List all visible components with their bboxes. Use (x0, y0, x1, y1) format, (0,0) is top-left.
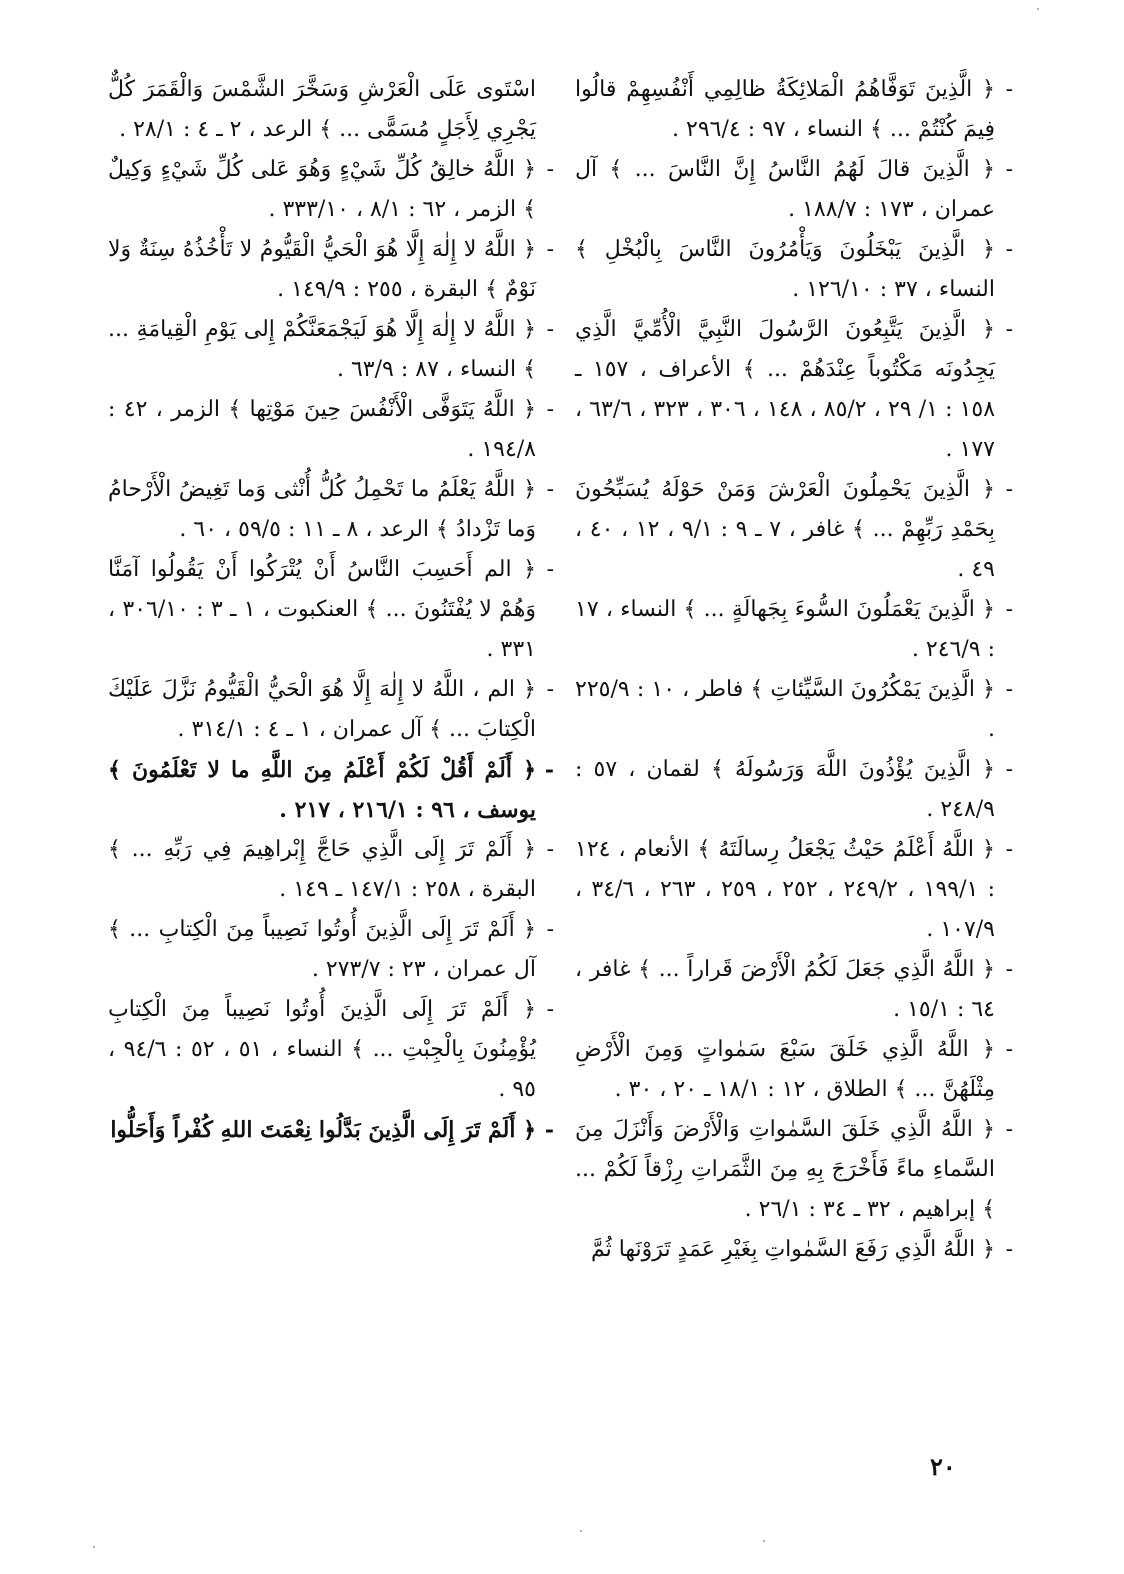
entry-dash: - (544, 757, 554, 783)
entry-dash: - (1005, 1237, 1013, 1262)
entry-text: ﴿ الَّذِينَ يَعْمَلُونَ السُّوءَ بِجَهالَةٍ ... ﴾ النساء ، ١٧ : ٢٤٦/٩ . (575, 597, 995, 662)
entry-text: ﴿ اللَّهُ خالِقُ كُلِّ شَيْءٍ وَهُوَ عَلى كُلِّ شَيْءٍ وَكِيلٌ ﴾ الزمر ، ٦٢ : ٨/١ ، ٣٣٣/١٠ . (108, 157, 536, 222)
index-entry (575, 750, 1013, 830)
index-entry (108, 670, 554, 750)
index-entry (108, 990, 554, 1110)
index-entry (575, 590, 1013, 670)
index-entry (575, 310, 1013, 470)
page-number: ٢٠ (930, 1452, 956, 1481)
entry-text: ﴿ الَّذِينَ يَمْكُرُونَ السَّيِّئاتِ ﴾ فاطر ، ١٠ : ٢٢٥/٩ . (575, 677, 995, 742)
index-entry (108, 1110, 554, 1150)
entry-dash: - (1005, 1037, 1013, 1062)
entry-text: ﴿ الَّذِينَ يَحْمِلُونَ الْعَرْشَ وَمَنْ حَوْلَهُ يُسَبِّحُونَ بِحَمْدِ رَبِّهِمْ ... ﴾ غافر ، ٧ ـ ٩ : ٩/١ ، ١٢ ، ٤٠ ، ٤٩ . (575, 477, 995, 582)
scan-speck (93, 1546, 95, 1548)
entry-text: ﴿ اللَّهُ الَّذِي جَعَلَ لَكُمُ الْأَرْضَ قَراراً ... ﴾ غافر ، ٦٤ : ١٥/١ . (575, 957, 995, 1022)
entry-text: ﴿ الَّذِينَ تَوَفَّاهُمُ الْمَلائِكَةُ ظالِمِي أَنْفُسِهِمْ قالُوا فِيمَ كُنْتُمْ ... ﴾ النساء ، ٩٧ : ٢٩٦/٤ . (575, 77, 995, 142)
index-entry (108, 910, 554, 990)
entry-text: اسْتَوى عَلَى الْعَرْشِ وَسَخَّرَ الشَّمْسَ وَالْقَمَرَ كُلٌّ يَجْرِي لِأَجَلٍ مُسَمًّى ... ﴾ الرعد ، ٢ ـ ٤ : ٢٨/١ . (108, 77, 536, 142)
entry-dash: - (1005, 957, 1013, 982)
entry-text: ﴿ أَلَمْ تَرَ إِلَى الَّذِي حَاجَّ إِبْراهِيمَ فِي رَبِّهِ ... ﴾ البقرة ، ٢٥٨ : ١٤٧/١ ـ ١٤٩ . (108, 837, 536, 902)
entry-dash: - (546, 237, 554, 262)
index-entry (575, 230, 1013, 310)
entry-text: ﴿ اللَّهُ يَعْلَمُ ما تَحْمِلُ كُلُّ أُنْثى وَما تَغِيضُ الْأَرْحامُ وَما تَزْدادُ ﴾ الرعد ، ٨ ـ ١١ : ٥٩/٥ ، ٦٠ . (108, 477, 536, 542)
left-column (108, 70, 554, 1150)
entry-dash: - (546, 477, 554, 502)
scan-speck (763, 1540, 765, 1542)
entry-text: ﴿ اللَّهُ أَعْلَمُ حَيْثُ يَجْعَلُ رِسالَتَهُ ﴾ الأنعام ، ١٢٤ : ١٩٩/١ ، ٢٤٩/٢ ، ٢٥٢ ، ٢٥٩ ، ٢٦٣ ، ٣٤/٦ ، ١٠٧/٩ . (575, 837, 996, 942)
index-entry (108, 750, 554, 830)
entry-text: ﴿ الم أَحَسِبَ النَّاسُ أَنْ يُتْرَكُوا أَنْ يَقُولُوا آمَنَّا وَهُمْ لا يُفْتَنُونَ ... ﴾ العنكبوت ، ١ ـ ٣ : ٣٠٦/١٠ ، ٣٣١ . (108, 557, 537, 662)
index-entry (108, 830, 554, 910)
entry-dash: - (1005, 597, 1013, 622)
entry-text: ﴿ اللَّهُ الَّذِي خَلَقَ السَّمٰواتِ وَالْأَرْضَ وَأَنْزَلَ مِنَ السَّماءِ ماءً فَأَخْرَجَ بِهِ مِنَ الثَّمَراتِ رِزْقاً لَكُمْ ... ﴾ إبراهيم ، ٣٢ ـ ٣٤ : ٢٦/١ . (575, 1117, 995, 1222)
index-entry (575, 950, 1013, 1030)
entry-dash: - (546, 997, 554, 1022)
index-entry (575, 670, 1013, 750)
entry-dash: - (1005, 1117, 1013, 1142)
index-entry (575, 70, 1013, 150)
entry-text: ﴿ اللَّهُ يَتَوَفَّى الْأَنْفُسَ حِينَ مَوْتِها ﴾ الزمر ، ٤٢ : ١٩٤/٨ . (108, 397, 537, 462)
entry-text: ﴿ أَلَمْ تَرَ إِلَى الَّذِينَ أُوتُوا نَصِيباً مِنَ الْكِتابِ يُؤْمِنُونَ بِالْجِبْتِ ... ﴾ النساء ، ٥١ ، ٥٢ : ٩٤/٦ ، ٩٥ . (108, 997, 536, 1102)
index-entry (108, 150, 554, 230)
entry-text: ﴿ الَّذِينَ يَتَّبِعُونَ الرَّسُولَ النَّبِيَّ الْأُمِّيَّ الَّذِي يَجِدُونَه مَكْتُوباً عِنْدَهُمْ ... ﴾ الأعراف ، ١٥٧ ـ ١٥٨ : ١/ ٢٩ ، ٨٥/٢ ، ١٤٨ ، ٣٠٦ ، ٣٢٣ ، ٦٣/٦ ، ١٧٧ . (575, 317, 996, 462)
entry-dash: - (1005, 837, 1013, 862)
entry-dash: - (546, 157, 554, 182)
entry-text: ﴿ اللَّهُ الَّذِي خَلَقَ سَبْعَ سَمٰواتٍ وَمِنَ الْأَرْضِ مِثْلَهُنَّ ... ﴾ الطلاق ، ١٢ : ١٨/١ ـ ٢٠ ، ٣٠ . (575, 1037, 995, 1102)
entry-dash: - (546, 557, 554, 582)
scan-speck (1037, 8, 1039, 10)
entry-dash: - (1005, 317, 1013, 342)
entry-text: ﴿ أَلَمْ أَقُلْ لَكُمْ أَعْلَمُ مِنَ اللَّهِ ما لا تَعْلَمُونَ ﴾ يوسف ، ٩٦ : ٢١٦/١ ، ٢١٧ . (108, 757, 536, 823)
entry-text: ﴿ اللَّهُ لا إِلٰهَ إِلَّا هُوَ الْحَيُّ الْقَيُّومُ لا تَأْخُذُهُ سِنَةٌ وَلا نَوْمٌ ﴾ البقرة ، ٢٥٥ : ١٤٩/٩ . (108, 237, 536, 302)
right-column (575, 70, 1013, 1270)
entry-dash: - (544, 1117, 554, 1143)
index-entry (108, 470, 554, 550)
entry-dash: - (1005, 77, 1013, 102)
entry-text: ﴿ الَّذِينَ قالَ لَهُمُ النَّاسُ إِنَّ النَّاسَ ... ﴾ آل عمران ، ١٧٣ : ١٨٨/٧ . (575, 157, 995, 222)
entry-dash: - (1005, 237, 1013, 262)
entry-dash: - (1005, 477, 1013, 502)
entry-dash: - (1005, 677, 1013, 702)
entry-text: ﴿ اللَّهُ الَّذِي رَفَعَ السَّمٰواتِ بِغَيْرِ عَمَدٍ تَرَوْنَها ثُمَّ (590, 1237, 995, 1262)
index-entry (108, 70, 536, 150)
entry-text: ﴿ الَّذِينَ يُؤْذُونَ اللَّهَ وَرَسُولَهُ ﴾ لقمان ، ٥٧ : ٢٤٨/٩ . (575, 757, 995, 822)
entry-text: ﴿ أَلَمْ تَرَ إِلَى الَّذِينَ أُوتُوا نَصِيباً مِنَ الْكِتابِ ... ﴾ آل عمران ، ٢٣ : ٢٧٣/٧ . (108, 917, 536, 982)
index-entry (575, 1230, 1013, 1270)
entry-dash: - (546, 837, 554, 862)
index-entry (575, 470, 1013, 590)
index-entry (108, 390, 554, 470)
index-entry (575, 830, 1013, 950)
index-entry (108, 550, 554, 670)
entry-text: ﴿ الم ، اللَّهُ لا إِلٰهَ إِلَّا هُوَ الْحَيُّ الْقَيُّومُ نَزَّلَ عَلَيْكَ الْكِتابَ ... ﴾ آل عمران ، ١ ـ ٤ : ٣١٤/١ . (108, 677, 536, 742)
entry-text: ﴿ الَّذِينَ يَبْخَلُونَ وَيَأْمُرُونَ النَّاسَ بِالْبُخْلِ ﴾ النساء ، ٣٧ : ١٢٦/١٠ . (575, 237, 995, 302)
entry-dash: - (1005, 757, 1013, 782)
index-entry (575, 150, 1013, 230)
index-entry (108, 230, 554, 310)
index-entry (575, 1030, 1013, 1110)
index-entry (575, 1110, 1013, 1230)
entry-text: ﴿ أَلَمْ تَرَ إِلَى الَّذِينَ بَدَّلُوا نِعْمَتَ اللهِ كُفْراً وَأَحَلُّوا (110, 1117, 536, 1143)
entry-text: ﴿ اللَّهُ لا إِلٰهَ إِلَّا هُوَ لَيَجْمَعَنَّكُمْ إِلى يَوْمِ الْقِيامَةِ ... ﴾ النساء ، ٨٧ : ٦٣/٩ . (108, 317, 536, 382)
entry-dash: - (546, 677, 554, 702)
scan-speck (580, 1530, 582, 1532)
entry-dash: - (546, 397, 554, 422)
entry-dash: - (546, 917, 554, 942)
entry-dash: - (546, 317, 554, 342)
index-entry (108, 310, 554, 390)
entry-dash: - (1005, 157, 1013, 182)
